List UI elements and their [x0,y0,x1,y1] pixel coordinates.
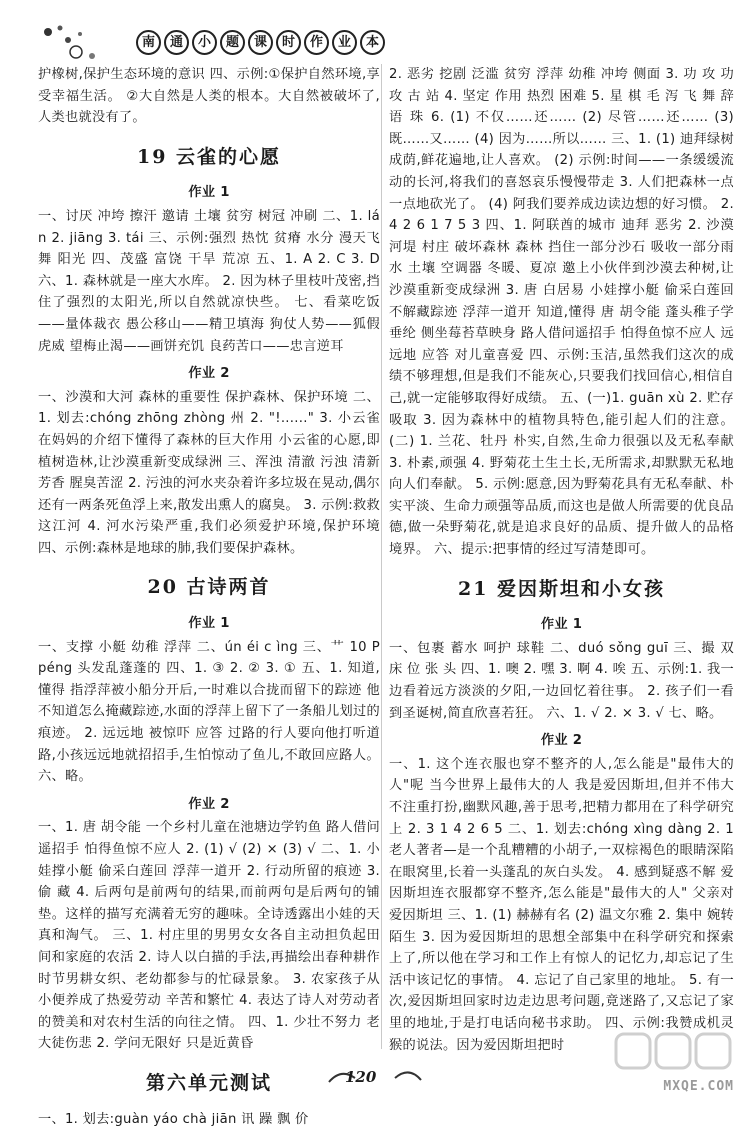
homework-label: 作业 2 [188,366,230,382]
homework-label: 作业 2 [540,733,583,749]
series-title-char: 时 [276,30,301,55]
lesson-title: 21 爱因斯坦和小女孩 [457,577,666,600]
series-title [136,30,385,55]
answer-paragraph: 一、包裹 蓄水 呵护 球鞋 二、duó sǒng guī 三、撮 双 床 位 张 头 四、1. 噢 2. 嘿 3. 啊 4. 唉 五、示例:1. 我一边看着远方淡淡的夕阳,一边回忆着往事。 2. 孩子们一看到圣诞树,简直欣喜若狂。 六、1. √ 2. × 3. √ 七、略。 [389,640,734,721]
unit-title: 第六单元测试 [145,1071,272,1094]
series-title-char: 课 [248,30,273,55]
answer-paragraph: 一、1. 这个连衣服也穿不整齐的人,怎么能是"最伟大的人"呢 当今世界上最伟大的人 我是爱因斯坦,但并不伟大 不注重打扮,幽默风趣,善于思考,把精力都用在了科学研究上 2. 3 1 4 2 6 5 二、1. 划去:chóng xìng dàng 2. 1 老人著者—是一个乱糟糟的小胡子,一双棕褐色的眼睛深陷在眼窝里,长着一头蓬乱的灰白头发。 4. 感到疑惑不解 爱因斯坦连衣服都穿不整齐,怎么能是"最伟大的人" 父亲对爱因斯坦 三、1. (1) 赫赫有名 (2) 温文尔雅 2. 集中 婉转 陌生 3. 因为爱因斯坦的思想全部集中在科学研究和探索上了,所以他在学习和工作上有惊人的记忆力,却忘记了生活中该记忆的事情。 4. 忘记了自己家里的地址。 5. 有一次,爱因斯坦回家时边走边思考问题,竟迷路了,又忘记了家里的地址,于是打电话向秘书求助。 四、示例:我赞成机灵猴的说法。因为爱因斯坦把时 [389,756,734,1053]
answer-paragraph: 一、1. 唐 胡令能 一个乡村儿童在池塘边学钓鱼 路人借问遥招手 怕得鱼惊不应人 2. (1) √ (2) × (3) √ 二、1. 小娃撑小艇 偷采白莲回 浮萍一道开 2. 行动所留的痕迹 3. 偷 藏 4. 后两句是前两句的结果,而前两句是后两句的铺垫。这样的描写充满着无穷的趣味。全诗透露出小娃的天真和淘气。 三、1. 村庄里的男男女女各自主动担负起田间和家庭的农活 2. 诗人以白描的手法,再描绘出春种耕作时节男耕女织、老幼都参与的忙碌景象。 3. 农家孩子从小便养成了热爱劳动 辛苦和繁忙 4. 表达了诗人对劳动者的赞美和对农村生活的向往之情。 四、1. 少壮不努力 老大徒伤悲 2. 学问无限好 只是近黄昏 [38,820,380,1052]
answer-paragraph: 一、沙漠和大河 森林的重要性 保护森林、保护环境 二、1. 划去:chóng zhōng zhòng 州 2. "!......" 3. 小云雀在妈妈的介绍下懂得了森林的巨大作用 小云雀的心愿,即植树造林,让沙漠重新变成绿洲 三、浑浊 清澈 污浊 清新芳香 腥臭苦涩 2. 污浊的河水夹杂着许多垃圾在晃动,偶尔还有一两条死鱼浮上来,散发出熏人的腐臭。 3. 示例:救救这江河 4. 河水污染严重,我们必须爱护环境,保护环境 四、示例:森林是地球的肺,我们要保护森林。 [38,389,380,556]
homework-label: 作业 2 [188,796,230,812]
series-title-char: 通 [164,30,189,55]
answer-paragraph: 一、1. 划去:guàn yáo chà jiān 讯 躁 飘 价 [38,1111,309,1127]
homework-label: 作业 1 [188,185,230,201]
decorative-dots-icon [40,22,110,62]
lesson-title: 19 云雀的心愿 [136,145,282,168]
page-number: 120 [345,1068,377,1086]
homework-label: 作业 1 [540,617,583,633]
series-title-char: 南 [136,30,161,55]
page-header [40,22,379,62]
series-title-char: 作 [304,30,329,55]
answer-paragraph: 一、支撑 小艇 幼稚 浮萍 二、ún éi c ìng 三、⺾ 10 P péng 头发乱蓬蓬的 四、1. ③ 2. ② 3. ① 五、1. 知道,懂得 指浮萍被小船分开后,一时难以合拢而留下的踪迹 他不知道怎么掩藏踪迹,水面的浮萍上留下了一条船儿划过的痕迹。 2. 远远地 被惊吓 应答 过路的行人要向他打听道路,小孩远远地就招招手,生怕惊动了鱼儿,不敢回应路人。 六、略。 [38,639,380,785]
lesson-title: 20 古诗两首 [147,576,271,599]
answer-paragraph: 护橡树,保护生态环境的意识 四、示例:①保护自然环境,享受幸福生活。 ②大自然是人类的根本。大自然被破坏了,人类也就没有了。 [38,67,380,126]
right-column [389,64,734,1056]
homework-label: 作业 1 [188,616,230,632]
answer-paragraph: 2. 恶劣 挖剧 泛滥 贫穷 浮萍 幼稚 冲垮 侧面 3. 功 攻 功 攻 古 站 4. 坚定 作用 热烈 困难 5. 星 棋 毛 泻 飞 舞 辞 语 珠 6. (1) 不仅……还…… (2) 尽管……还…… (3) 既……又…… (4) 因为……所以…… 三、1. (1) 迪拜绿树成荫,鲜花遍地,让人喜欢。 (2) 示例:时间——一条缓缓流动的长河,将我们的喜怒哀乐慢慢带走 3. 人们把森林一点一点地砍光了。 (4) 阿我们要养成边读边想的好习惯。 2. 4 2 6 1 7 5 3 四、1. 阿联酋的城市 迪拜 恶劣 2. 沙漠 河堤 村庄 破坏森林 森林 挡住一部分沙石 吸收一部分雨水 土壤 空调器 冬暖、夏凉 邀上小伙伴到沙漠去种树,让沙漠重新变成绿洲 3. 唐 白居易 小娃撑小艇 偷采白莲回 不解藏踪迹 浮萍一道开 知道,懂得 唐 胡令能 蓬头稚子学垂纶 侧坐莓苔草映身 路人借问遥招手 怕得鱼惊不应人 远远地 应答 对儿童喜爱 四、示例:玉洁,虽然我们这次的成绩不够理想,但是我们不能灰心,只要我们找回信心,相信自己,就一定能够取得好成绩。 五、(一)1. guān xù 2. 贮存 吸取 3. 因为森林中的植物具特色,能引起人们的注意。 (二) 1. 兰花、牡丹 朴实,自然,生命力很强以及无私奉献 3. 朴素,顽强 4. 野菊花土生土长,无所需求,却默默无私地向人们奉献。 5. 示例:愿意,因为野菊花具有无私奉献、朴实平淡、生命力顽强等品质,而这也是做人所需要的优良品德,做一朵野菊花,就是追求良好的品质、提升做人的品格境界。 六、提示:把事情的经过写清楚即可。 [389,67,734,558]
series-title-char: 业 [332,30,357,55]
left-column [38,64,380,1130]
series-title-char: 小 [192,30,217,55]
column-divider [381,64,382,1049]
series-title-char: 题 [220,30,245,55]
watermark-text: MXQE.COM [663,1079,734,1094]
answer-paragraph: 一、讨厌 冲垮 擦汗 邀请 土壤 贫穷 树冠 冲刷 二、1. lán 2. jiāng 3. tái 三、示例:强烈 热忱 贫瘠 水分 漫天飞舞 阳光 四、茂盛 富饶 干旱 荒凉 五、1. A 2. C 3. D 六、1. 森林就是一座大水库。 2. 因为林子里枝叶茂密,挡住了强烈的太阳光,所以自然就凉快些。 七、看菜吃饭——量体裁衣 愚公移山——精卫填海 狗仗人势——狐假虎威 望梅止渴——画饼充饥 良药苦口——忠言逆耳 [38,208,380,354]
series-title-char: 本 [360,30,385,55]
